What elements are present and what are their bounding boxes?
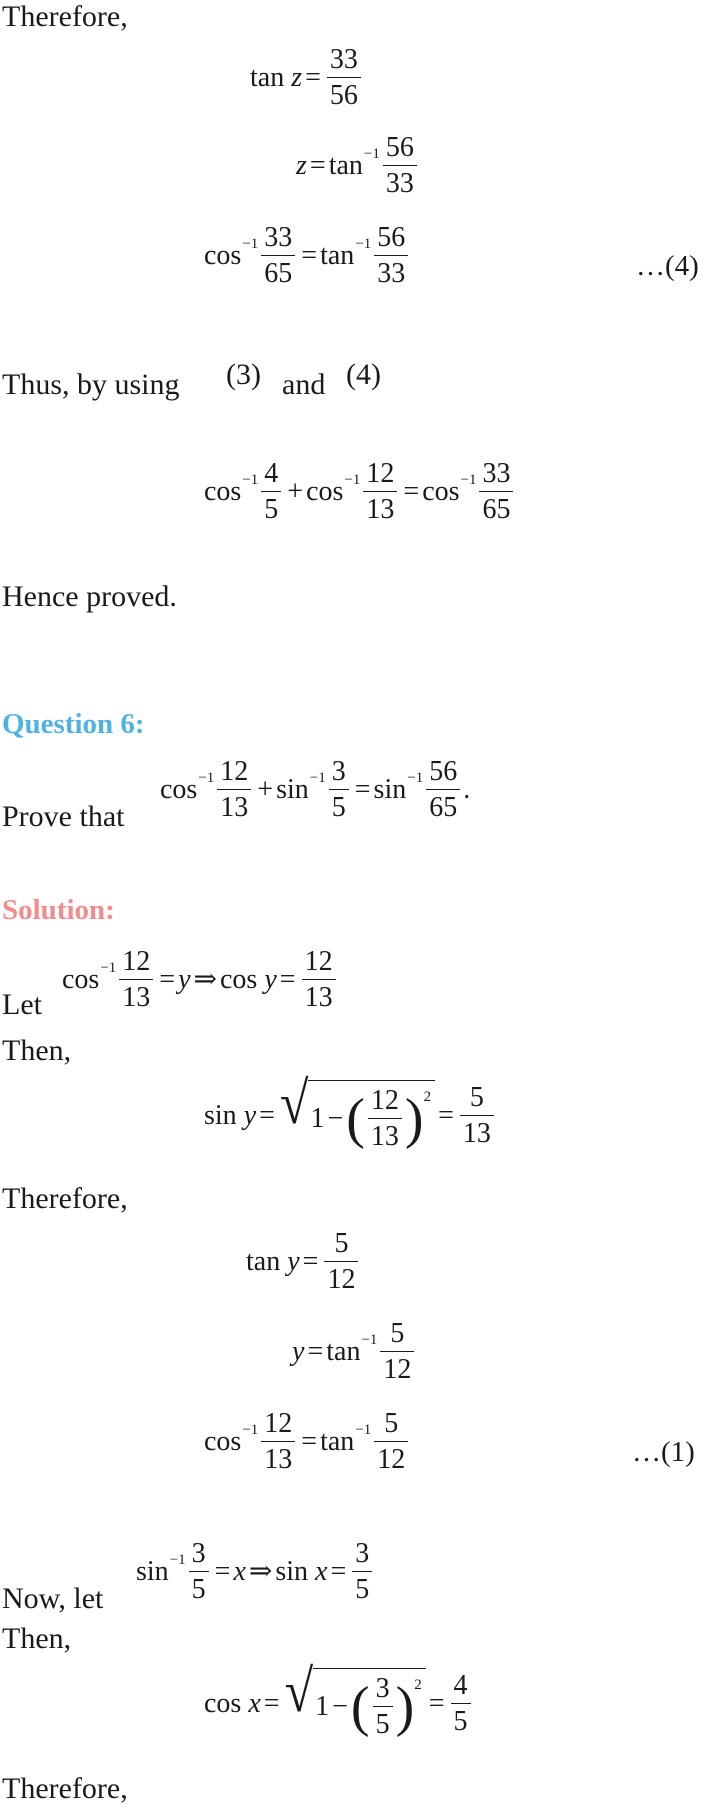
fraction-12-13: $\frac{12}{13}$ bbox=[119, 948, 153, 1012]
ref-3: (3) bbox=[226, 358, 261, 391]
fraction-3-5: $\frac{3}{5}$ bbox=[352, 1540, 372, 1604]
fraction-33-65: $\frac{33}{65}$ bbox=[479, 460, 513, 524]
equation-y-arctan: y = tan −1 $\frac{5}{12}$ bbox=[292, 1320, 417, 1384]
equation-cos-inv-33-65: cos −1 $\frac{33}{65}$ = tan −1 $\frac{56}{33}$ bbox=[204, 224, 411, 288]
fn-tan: tan bbox=[250, 62, 285, 93]
fraction-5-12: $\frac{5}{12}$ bbox=[324, 1230, 358, 1294]
fraction-12-13: $\frac{12}{13}$ bbox=[217, 758, 251, 822]
fraction-12-13: $\frac{12}{13}$ bbox=[261, 1410, 295, 1474]
text-therefore: Therefore, bbox=[2, 0, 128, 33]
equation-tan-y: tan y = $\frac{5}{12}$ bbox=[246, 1230, 361, 1294]
equals-sign: = bbox=[305, 62, 321, 93]
equation-let-x: sin −1 $\frac{3}{5}$ = x ⇒ sin x = $\frac{3}{5}$ bbox=[136, 1540, 375, 1604]
inverse-superscript: −1 bbox=[363, 145, 380, 162]
equation-cos-inv-12-13: cos −1 $\frac{12}{13}$ = tan −1 $\frac{5}{12}$ bbox=[204, 1410, 411, 1474]
text-therefore: Therefore, bbox=[2, 1182, 128, 1215]
fraction-4-5: $\frac{4}{5}$ bbox=[451, 1672, 471, 1736]
fraction-3-5: $\frac{3}{5}$ bbox=[373, 1675, 393, 1739]
ref-4: (4) bbox=[346, 358, 381, 391]
fraction-56-33: $\frac{56}{33}$ bbox=[374, 224, 408, 288]
question-heading: Question 6: bbox=[2, 708, 145, 740]
fraction-56-33: $\frac{56}{33}$ bbox=[383, 134, 417, 198]
text-now-let: Now, let bbox=[2, 1582, 104, 1615]
square-root: √ 1 − ( $\frac{3}{5}$ ) 2 bbox=[285, 1668, 426, 1739]
equation-tag-4: …(4) bbox=[636, 250, 699, 282]
fraction-5-12: $\frac{5}{12}$ bbox=[380, 1320, 414, 1384]
fraction-5-13: $\frac{5}{13}$ bbox=[460, 1084, 494, 1148]
fraction-33-56: $\frac{33}{56}$ bbox=[327, 46, 361, 110]
equation-z-arctan bbox=[296, 134, 420, 198]
fraction-12-13: $\frac{12}{13}$ bbox=[368, 1087, 402, 1151]
equation-tan-z bbox=[250, 46, 364, 110]
fn-cos: cos bbox=[204, 240, 242, 271]
text-then: Then, bbox=[2, 1034, 72, 1067]
equation-sin-y: sin y = √ 1 − ( $\frac{12}{13}$ ) 2 = $\frac{5}{13}$ bbox=[204, 1080, 497, 1151]
fraction-12-13: $\frac{12}{13}$ bbox=[302, 948, 336, 1012]
var-z: z bbox=[291, 62, 303, 93]
equation-tag-1: …(1) bbox=[632, 1436, 695, 1468]
text-thus: Thus, by using bbox=[2, 368, 180, 401]
text-hence-proved: Hence proved. bbox=[2, 580, 177, 613]
fraction-33-65: $\frac{33}{65}$ bbox=[261, 224, 295, 288]
equation-sum-identity: cos −1 $\frac{4}{5}$ + cos −1 $\frac{12}{13}$ = cos −1 $\frac{33}{65}$ bbox=[204, 460, 516, 524]
fraction-3-5: $\frac{3}{5}$ bbox=[189, 1540, 209, 1604]
fraction-56-65: $\frac{56}{65}$ bbox=[426, 758, 460, 822]
equals-sign: = bbox=[309, 150, 326, 181]
fn-tan: tan bbox=[328, 150, 363, 181]
fraction-3-5: $\frac{3}{5}$ bbox=[329, 758, 349, 822]
text-then: Then, bbox=[2, 1622, 72, 1655]
text-and: and bbox=[282, 368, 326, 401]
text-therefore: Therefore, bbox=[2, 1772, 128, 1805]
equation-let-y: cos −1 $\frac{12}{13}$ = y ⇒ cos y = $\frac{12}{13}$ bbox=[62, 948, 339, 1012]
solution-heading: Solution: bbox=[2, 894, 115, 926]
fraction-5-12: $\frac{5}{12}$ bbox=[374, 1410, 408, 1474]
text-prove-that: Prove that bbox=[2, 800, 125, 833]
fraction-12-13: $\frac{12}{13}$ bbox=[363, 460, 397, 524]
var-z: z bbox=[296, 150, 307, 181]
text-let: Let bbox=[2, 988, 42, 1021]
fn-tan: tan bbox=[320, 240, 355, 271]
square-root: √ 1 − ( $\frac{12}{13}$ ) 2 bbox=[280, 1080, 435, 1151]
fraction-4-5: $\frac{4}{5}$ bbox=[261, 460, 281, 524]
equation-cos-x: cos x = √ 1 − ( $\frac{3}{5}$ ) 2 = $\frac{4}{5}$ bbox=[204, 1668, 474, 1739]
equation-question-6: cos −1 $\frac{12}{13}$ + sin −1 $\frac{3}{5}$ = sin −1 $\frac{56}{65}$ . bbox=[160, 756, 471, 823]
